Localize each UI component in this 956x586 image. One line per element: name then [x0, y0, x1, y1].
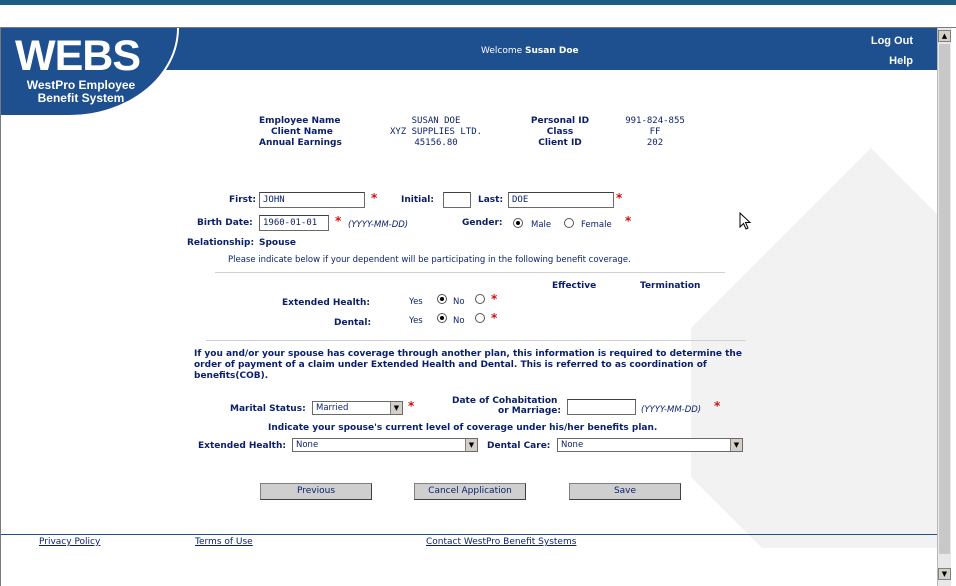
- extended-health-yes-radio[interactable]: [437, 294, 447, 304]
- cancel-application-button[interactable]: Cancel Application: [414, 483, 526, 500]
- previous-button[interactable]: Previous: [260, 483, 372, 500]
- dental-label: Dental:: [334, 318, 372, 328]
- last-name-label: Last:: [478, 195, 504, 205]
- cob-paragraph: If you and/or your spouse has coverage through another plan, this information is required to determine the order of payment of a claim under Extended Health and Dental. This is referred to as coordination of benefits(COB).: [194, 349, 742, 381]
- birth-required-mark: *: [335, 214, 342, 228]
- birth-date-input[interactable]: 1960-01-01: [259, 215, 329, 231]
- cohabitation-label-line2: or Marriage:: [498, 406, 561, 416]
- label-client-name: Client Name: [271, 127, 333, 137]
- first-name-input[interactable]: JOHN: [259, 192, 365, 208]
- initial-label: Initial:: [401, 195, 434, 205]
- label-personal-id: Personal ID: [530, 116, 590, 126]
- extended-health-label: Extended Health:: [282, 298, 370, 308]
- dental-no-radio[interactable]: [475, 313, 485, 323]
- logo-title: WEBS: [15, 32, 140, 80]
- relationship-label: Relationship:: [187, 238, 255, 248]
- logo-subtitle: WestPro Employee Benefit System: [26, 78, 136, 105]
- value-client-id: 202: [646, 138, 664, 148]
- extended-health-no-label: No: [453, 297, 465, 307]
- gender-female-label: Female: [581, 220, 612, 230]
- chevron-down-icon: ▼: [390, 402, 402, 414]
- vertical-scrollbar[interactable]: [937, 28, 951, 586]
- scroll-up-icon[interactable]: ▲: [938, 30, 951, 42]
- spouse-coverage-instructions: Indicate your spouse's current level of coverage under his/her benefits plan.: [268, 423, 658, 433]
- chevron-down-icon: ▼: [465, 439, 477, 451]
- divider-1: [215, 272, 725, 273]
- dental-yes-label: Yes: [409, 316, 423, 326]
- last-name-input[interactable]: DOE: [508, 192, 614, 208]
- value-annual-earnings: 45156.80: [414, 138, 458, 148]
- value-client-name: XYZ SUPPLIES LTD.: [389, 127, 483, 137]
- marital-status-label: Marital Status:: [230, 404, 306, 414]
- label-class: Class: [546, 127, 574, 137]
- dental-yes-radio[interactable]: [437, 313, 447, 323]
- top-band: [0, 0, 956, 5]
- spouse-dental-care-select[interactable]: [557, 438, 743, 452]
- terms-of-use-link[interactable]: Terms of Use: [195, 537, 253, 547]
- help-link[interactable]: Help: [889, 55, 913, 67]
- cohabitation-date-input[interactable]: [567, 399, 636, 415]
- extended-health-yes-label: Yes: [409, 297, 423, 307]
- cohabitation-date-hint: (YYYY-MM-DD): [641, 405, 702, 415]
- label-annual-earnings: Annual Earnings: [259, 138, 342, 148]
- marital-status-value: Married: [316, 403, 349, 413]
- birth-date-hint: (YYYY-MM-DD): [348, 220, 409, 230]
- welcome-prefix: Welcome: [481, 46, 523, 56]
- employee-labels-left: [259, 116, 342, 149]
- dental-no-label: No: [453, 316, 465, 326]
- value-employee-name: SUSAN DOE: [411, 116, 461, 126]
- first-required-mark: *: [371, 191, 378, 205]
- chevron-down-icon: ▼: [730, 439, 742, 451]
- employee-labels-right: [528, 116, 592, 149]
- gender-required-mark: *: [625, 214, 632, 228]
- spouse-extended-health-value: None: [296, 440, 319, 450]
- spouse-extended-health-label: Extended Health:: [198, 441, 286, 451]
- watermark-shape: [691, 148, 937, 548]
- divider-2: [206, 340, 746, 341]
- scroll-down-icon[interactable]: ▼: [938, 568, 951, 580]
- extended-health-no-radio[interactable]: [475, 294, 485, 304]
- footer-divider: [1, 534, 937, 535]
- gender-label: Gender:: [462, 218, 503, 228]
- webs-logo: [1, 28, 179, 117]
- value-personal-id: 991-824-855: [625, 116, 685, 126]
- welcome-name: Susan Doe: [525, 46, 579, 56]
- spouse-extended-health-select[interactable]: [292, 438, 478, 452]
- cohabitation-label-line1: Date of Cohabitation: [452, 396, 558, 406]
- welcome-text: [481, 46, 579, 56]
- privacy-policy-link[interactable]: Privacy Policy: [39, 537, 101, 547]
- spouse-dental-care-label: Dental Care:: [487, 441, 551, 451]
- coverage-instructions: Please indicate below if your dependent will be participating in the following benefit coverage.: [228, 255, 631, 265]
- value-class: FF: [649, 127, 661, 137]
- gender-female-radio[interactable]: [564, 218, 574, 228]
- marital-required-mark: *: [408, 399, 415, 413]
- termination-header: Termination: [640, 281, 701, 291]
- birth-date-label: Birth Date:: [197, 218, 253, 228]
- extended-health-required-mark: *: [491, 292, 498, 306]
- cohabitation-label: [452, 396, 562, 416]
- last-required-mark: *: [616, 191, 623, 205]
- employee-values-right: [613, 116, 697, 149]
- label-employee-name: Employee Name: [259, 116, 341, 126]
- employee-values-left: [381, 116, 491, 149]
- gender-male-radio[interactable]: [513, 218, 523, 228]
- marital-status-select[interactable]: [312, 401, 403, 415]
- mouse-pointer-icon: [739, 212, 753, 232]
- save-button[interactable]: Save: [569, 483, 681, 500]
- relationship-value: Spouse: [259, 238, 296, 248]
- logout-link[interactable]: Log Out: [870, 35, 913, 47]
- dental-required-mark: *: [491, 311, 498, 325]
- label-client-id: Client ID: [538, 138, 582, 148]
- contact-link[interactable]: Contact WestPro Benefit Systems: [426, 537, 577, 547]
- page-frame: [0, 27, 956, 586]
- effective-header: Effective: [552, 281, 597, 291]
- scroll-thumb[interactable]: [939, 44, 950, 554]
- gender-male-label: Male: [531, 220, 552, 230]
- first-name-label: First:: [229, 195, 256, 205]
- initial-input[interactable]: [443, 192, 471, 208]
- cohabitation-required-mark: *: [714, 399, 721, 413]
- spouse-dental-care-value: None: [561, 440, 584, 450]
